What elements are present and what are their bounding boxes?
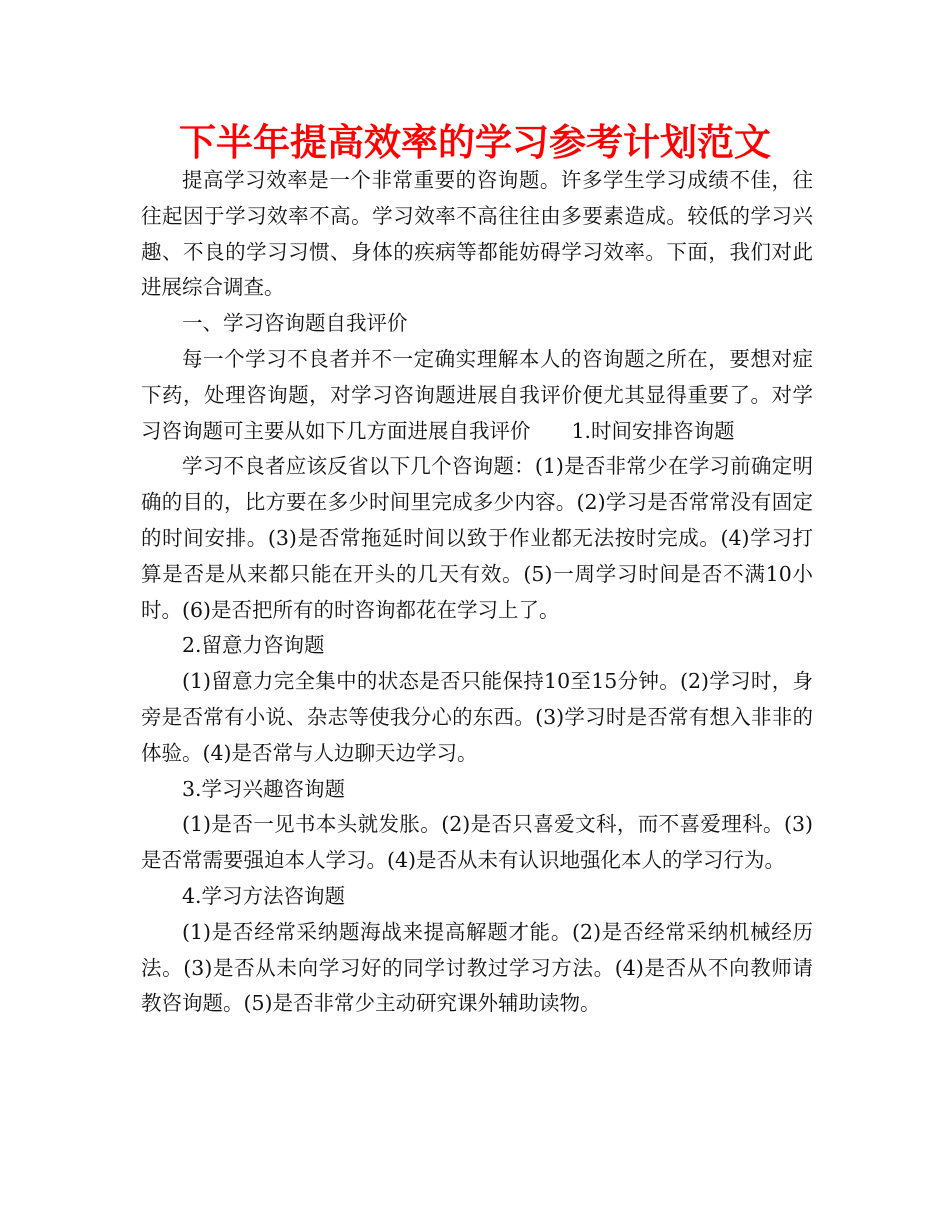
document-body <box>141 163 813 1022</box>
intro-paragraph: 提高学习效率是一个非常重要的咨询题。许多学生学习成绩不佳，往往起因于学习效率不高。学习效率不高往往由多要素造成。较低的学习兴趣、不良的学习习惯、身体的疾病等都能妨碍学习效率。下面，我们对此进展综合调查。 <box>141 168 813 300</box>
subheading-attention: 2.留意力咨询题 <box>182 633 325 658</box>
time-management-paragraph: 学习不良者应该反省以下几个咨询题：(1)是否非常少在学习前确定明确的目的，比方要在多少时间里完成多少内容。(2)学习是否常常没有固定的时间安排。(3)是否常拖延时间以致于作业都无法按时完成。(4)学习打算是否是从来都只能在开头的几天有效。(5)一周学习时间是否不满10小时。(6)是否把所有的时咨询都花在学习上了。 <box>141 454 813 622</box>
subheading-method: 4.学习方法咨询题 <box>182 883 346 908</box>
interest-paragraph: (1)是否一见书本头就发胀。(2)是否只喜爱文科，而不喜爱理科。(3)是否常需要强迫本人学习。(4)是否从未有认识地强化本人的学习行为。 <box>141 812 813 873</box>
document-title: 下半年提高效率的学习参考计划范文 <box>179 121 771 164</box>
section-heading-self-evaluation: 一、学习咨询题自我评价 <box>182 311 408 336</box>
attention-paragraph: (1)留意力完全集中的状态是否只能保持10至15分钟。(2)学习时，身旁是否常有小说、杂志等使我分心的东西。(3)学习时是否常有想入非非的体验。(4)是否常与人边聊天边学习。 <box>141 669 813 765</box>
subheading-interest: 3.学习兴趣咨询题 <box>182 776 346 801</box>
self-evaluation-paragraph: 每一个学习不良者并不一定确实理解本人的咨询题之所在，要想对症下药，处理咨询题，对学习咨询题进展自我评价便尤其显得重要了。对学习咨询题可主要从如下几方面进展自我评价 1.时间安排咨询题 <box>141 346 813 443</box>
method-paragraph: (1)是否经常采纳题海战来提高解题才能。(2)是否经常采纳机械经历法。(3)是否从未向学习好的同学讨教过学习方法。(4)是否从不向教师请教咨询题。(5)是否非常少主动研究课外辅助读物。 <box>141 919 813 1016</box>
